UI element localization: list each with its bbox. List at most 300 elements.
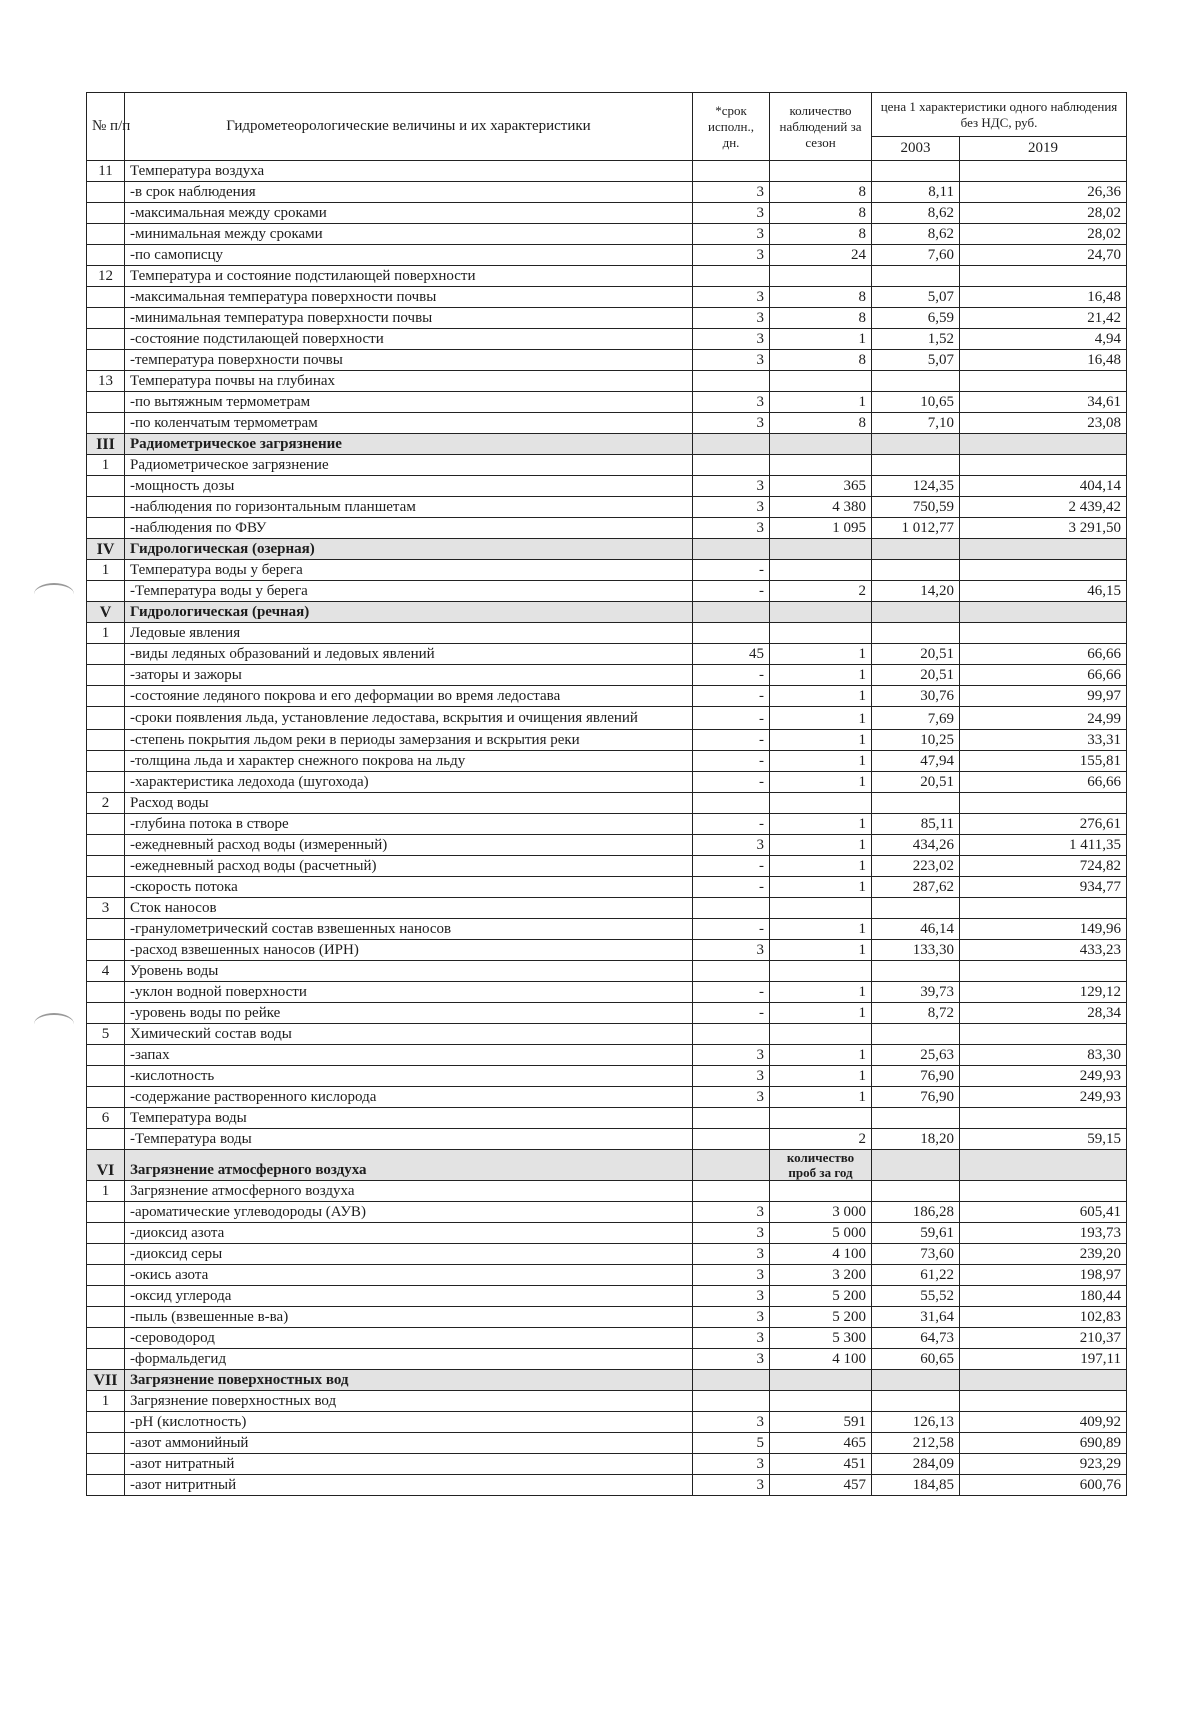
row-price-2003: 6,59: [872, 308, 960, 329]
row-price-2003: 64,73: [872, 1328, 960, 1349]
row-price-2019: 239,20: [960, 1244, 1127, 1265]
row-count: [770, 266, 872, 287]
row-number: [87, 1328, 125, 1349]
row-number: 12: [87, 266, 125, 287]
row-term: 3: [693, 413, 770, 434]
row-term: [693, 1370, 770, 1391]
row-price-2003: 126,13: [872, 1412, 960, 1433]
table-row: [87, 203, 1127, 224]
row-count: 4 100: [770, 1244, 872, 1265]
row-term: 3: [693, 497, 770, 518]
row-number: [87, 919, 125, 940]
row-price-2019: 690,89: [960, 1433, 1127, 1454]
row-term: 3: [693, 329, 770, 350]
row-term: 45: [693, 644, 770, 665]
row-price-2019: 923,29: [960, 1454, 1127, 1475]
scan-mark-1: [34, 583, 74, 605]
row-term: 3: [693, 1265, 770, 1286]
row-count: 1: [770, 982, 872, 1003]
row-term: [693, 371, 770, 392]
row-price-2003: [872, 1391, 960, 1412]
row-number: [87, 1003, 125, 1024]
row-number: [87, 1412, 125, 1433]
row-price-2003: [872, 1370, 960, 1391]
row-count: 451: [770, 1454, 872, 1475]
row-price-2003: [872, 793, 960, 814]
row-price-2019: 102,83: [960, 1307, 1127, 1328]
row-number: [87, 329, 125, 350]
row-price-2019: [960, 1024, 1127, 1045]
row-price-2019: 155,81: [960, 751, 1127, 772]
row-price-2019: 4,94: [960, 329, 1127, 350]
row-price-2003: 25,63: [872, 1045, 960, 1066]
row-term: 3: [693, 940, 770, 961]
row-number: [87, 1475, 125, 1496]
row-count: 5 200: [770, 1286, 872, 1307]
row-count: 1: [770, 814, 872, 835]
row-name: -толщина льда и характер снежного покрова на льду: [125, 751, 693, 772]
row-price-2019: 193,73: [960, 1223, 1127, 1244]
row-number: 2: [87, 793, 125, 814]
row-price-2003: 31,64: [872, 1307, 960, 1328]
row-price-2003: 750,59: [872, 497, 960, 518]
row-count: [770, 1391, 872, 1412]
row-term: [693, 961, 770, 982]
row-number: [87, 877, 125, 898]
row-price-2003: 8,11: [872, 182, 960, 203]
row-count: 1: [770, 877, 872, 898]
row-name: Температура воды у берега: [125, 560, 693, 581]
section-row: [87, 1150, 1127, 1181]
table-body: [87, 161, 1127, 1496]
row-term: -: [693, 686, 770, 707]
table-row: [87, 1433, 1127, 1454]
row-term: -: [693, 730, 770, 751]
row-term: 3: [693, 1454, 770, 1475]
row-name: -мощность дозы: [125, 476, 693, 497]
row-price-2019: 16,48: [960, 287, 1127, 308]
row-price-2019: 1 411,35: [960, 835, 1127, 856]
group-row: [87, 161, 1127, 182]
row-name: Гидрологическая (речная): [125, 602, 693, 623]
row-count: 5 200: [770, 1307, 872, 1328]
row-price-2019: [960, 539, 1127, 560]
scan-mark-2: [34, 1013, 74, 1035]
row-price-2003: 7,60: [872, 245, 960, 266]
row-term: 3: [693, 1045, 770, 1066]
row-count: 8: [770, 203, 872, 224]
row-price-2019: [960, 793, 1127, 814]
row-price-2019: 198,97: [960, 1265, 1127, 1286]
row-price-2003: 59,61: [872, 1223, 960, 1244]
row-term: 3: [693, 245, 770, 266]
row-price-2019: 28,02: [960, 203, 1127, 224]
row-price-2019: [960, 961, 1127, 982]
row-number: V: [87, 602, 125, 623]
row-term: 3: [693, 1286, 770, 1307]
row-price-2019: [960, 623, 1127, 644]
row-term: [693, 161, 770, 182]
row-number: 1: [87, 1181, 125, 1202]
row-name: -глубина потока в створе: [125, 814, 693, 835]
row-price-2003: 76,90: [872, 1066, 960, 1087]
row-number: [87, 644, 125, 665]
table-row: [87, 1412, 1127, 1433]
row-number: [87, 224, 125, 245]
row-name: Гидрологическая (озерная): [125, 539, 693, 560]
table-row: [87, 940, 1127, 961]
row-term: [693, 1181, 770, 1202]
row-count: 3 200: [770, 1265, 872, 1286]
row-price-2019: [960, 1150, 1127, 1181]
row-number: [87, 1066, 125, 1087]
row-number: [87, 1223, 125, 1244]
row-number: [87, 730, 125, 751]
table-row: [87, 392, 1127, 413]
row-price-2003: 20,51: [872, 772, 960, 793]
row-count: 1: [770, 856, 872, 877]
row-count: 2: [770, 581, 872, 602]
row-price-2003: 124,35: [872, 476, 960, 497]
row-term: -: [693, 877, 770, 898]
row-price-2019: 66,66: [960, 772, 1127, 793]
row-name: Загрязнение атмосферного воздуха: [125, 1150, 693, 1181]
row-price-2019: [960, 560, 1127, 581]
row-number: 1: [87, 1391, 125, 1412]
row-price-2003: 61,22: [872, 1265, 960, 1286]
row-count: 591: [770, 1412, 872, 1433]
table-row: [87, 1129, 1127, 1150]
row-price-2003: 212,58: [872, 1433, 960, 1454]
row-price-2003: 10,25: [872, 730, 960, 751]
row-number: [87, 1349, 125, 1370]
row-price-2003: 1 012,77: [872, 518, 960, 539]
row-term: -: [693, 707, 770, 730]
row-count: [770, 898, 872, 919]
row-count: 1: [770, 940, 872, 961]
header-year-2003: 2003: [872, 137, 960, 161]
table-row: [87, 1328, 1127, 1349]
row-count: [770, 455, 872, 476]
table-row: [87, 1045, 1127, 1066]
group-row: [87, 898, 1127, 919]
row-price-2019: [960, 1181, 1127, 1202]
row-number: [87, 940, 125, 961]
row-price-2019: 46,15: [960, 581, 1127, 602]
row-name: Уровень воды: [125, 961, 693, 982]
row-name: Ледовые явления: [125, 623, 693, 644]
table-row: [87, 287, 1127, 308]
row-price-2019: 3 291,50: [960, 518, 1127, 539]
row-number: 1: [87, 623, 125, 644]
table-row: [87, 1265, 1127, 1286]
section-row: [87, 602, 1127, 623]
row-price-2019: 33,31: [960, 730, 1127, 751]
group-row: [87, 1391, 1127, 1412]
row-count: 1: [770, 835, 872, 856]
row-price-2019: 66,66: [960, 644, 1127, 665]
row-count: 1: [770, 392, 872, 413]
row-term: -: [693, 814, 770, 835]
row-price-2019: 724,82: [960, 856, 1127, 877]
row-price-2019: 24,70: [960, 245, 1127, 266]
row-price-2003: [872, 455, 960, 476]
row-price-2019: 28,34: [960, 1003, 1127, 1024]
row-price-2003: 73,60: [872, 1244, 960, 1265]
row-name: -характеристика ледохода (шугохода): [125, 772, 693, 793]
group-row: [87, 961, 1127, 982]
table-row: [87, 919, 1127, 940]
header-price: цена 1 характеристики одного наблюдения без НДС, руб.: [872, 93, 1127, 137]
table-row: [87, 1286, 1127, 1307]
row-name: Температура и состояние подстилающей поверхности: [125, 266, 693, 287]
row-price-2003: 39,73: [872, 982, 960, 1003]
row-price-2003: 133,30: [872, 940, 960, 961]
section-row: [87, 434, 1127, 455]
row-term: [693, 1024, 770, 1045]
row-number: [87, 835, 125, 856]
row-price-2019: 149,96: [960, 919, 1127, 940]
row-name: Расход воды: [125, 793, 693, 814]
row-price-2003: 20,51: [872, 644, 960, 665]
row-name: -по вытяжным термометрам: [125, 392, 693, 413]
row-price-2019: [960, 371, 1127, 392]
row-price-2003: 76,90: [872, 1087, 960, 1108]
row-name: -пыль (взвешенные в-ва): [125, 1307, 693, 1328]
table-row: [87, 730, 1127, 751]
table-row: [87, 308, 1127, 329]
row-price-2019: [960, 455, 1127, 476]
header-year-2019: 2019: [960, 137, 1127, 161]
row-name: -сроки появления льда, установление ледостава, вскрытия и очищения явлений: [125, 707, 693, 730]
table-row: [87, 1349, 1127, 1370]
row-price-2019: 404,14: [960, 476, 1127, 497]
row-price-2019: 210,37: [960, 1328, 1127, 1349]
row-name: -температура поверхности почвы: [125, 350, 693, 371]
row-price-2003: 20,51: [872, 665, 960, 686]
row-price-2019: 83,30: [960, 1045, 1127, 1066]
row-price-2003: [872, 1024, 960, 1045]
row-price-2003: 186,28: [872, 1202, 960, 1223]
row-name: -азот аммонийный: [125, 1433, 693, 1454]
row-term: 3: [693, 224, 770, 245]
row-number: [87, 1265, 125, 1286]
row-number: 6: [87, 1108, 125, 1129]
table-row: [87, 1475, 1127, 1496]
row-price-2019: [960, 434, 1127, 455]
row-term: [693, 623, 770, 644]
row-price-2019: [960, 161, 1127, 182]
row-price-2019: 409,92: [960, 1412, 1127, 1433]
row-term: -: [693, 581, 770, 602]
group-row: [87, 455, 1127, 476]
row-price-2003: 55,52: [872, 1286, 960, 1307]
table-row: [87, 665, 1127, 686]
table-row: [87, 1307, 1127, 1328]
row-term: [693, 1129, 770, 1150]
row-count: [770, 1181, 872, 1202]
section-row: [87, 1370, 1127, 1391]
row-count: 8: [770, 350, 872, 371]
row-count: 5 000: [770, 1223, 872, 1244]
row-name: -наблюдения по горизонтальным планшетам: [125, 497, 693, 518]
row-price-2003: 14,20: [872, 581, 960, 602]
group-row: [87, 560, 1127, 581]
table-row: [87, 982, 1127, 1003]
row-name: -ежедневный расход воды (расчетный): [125, 856, 693, 877]
row-count: 465: [770, 1433, 872, 1454]
row-name: Химический состав воды: [125, 1024, 693, 1045]
row-count: 365: [770, 476, 872, 497]
row-price-2003: [872, 623, 960, 644]
row-name: -pH (кислотность): [125, 1412, 693, 1433]
table-row: [87, 413, 1127, 434]
row-count: 1: [770, 772, 872, 793]
row-count: 8: [770, 224, 872, 245]
row-count: [770, 602, 872, 623]
table-row: [87, 581, 1127, 602]
row-number: [87, 1129, 125, 1150]
row-number: 11: [87, 161, 125, 182]
row-number: [87, 392, 125, 413]
row-price-2019: 23,08: [960, 413, 1127, 434]
row-price-2019: [960, 1391, 1127, 1412]
table-row: [87, 476, 1127, 497]
row-count: 8: [770, 287, 872, 308]
row-term: 3: [693, 1244, 770, 1265]
row-count: 1: [770, 919, 872, 940]
row-price-2019: 249,93: [960, 1087, 1127, 1108]
row-name: Сток наносов: [125, 898, 693, 919]
row-count: 1: [770, 644, 872, 665]
row-number: [87, 751, 125, 772]
row-price-2019: [960, 602, 1127, 623]
row-number: [87, 1045, 125, 1066]
row-term: [693, 602, 770, 623]
row-price-2019: 59,15: [960, 1129, 1127, 1150]
row-count: [770, 623, 872, 644]
row-count: 1: [770, 1003, 872, 1024]
row-term: [693, 1391, 770, 1412]
row-count: количество проб за год: [770, 1150, 872, 1181]
row-name: -азот нитратный: [125, 1454, 693, 1475]
row-term: 3: [693, 1066, 770, 1087]
section-row: [87, 539, 1127, 560]
row-price-2019: 99,97: [960, 686, 1127, 707]
row-count: 8: [770, 182, 872, 203]
row-term: 3: [693, 476, 770, 497]
group-row: [87, 1108, 1127, 1129]
row-term: 3: [693, 392, 770, 413]
row-price-2019: 28,02: [960, 224, 1127, 245]
row-name: -наблюдения по ФВУ: [125, 518, 693, 539]
row-price-2003: [872, 539, 960, 560]
row-number: [87, 518, 125, 539]
row-price-2003: [872, 434, 960, 455]
row-term: [693, 898, 770, 919]
row-count: 1 095: [770, 518, 872, 539]
row-name: -виды ледяных образований и ледовых явлений: [125, 644, 693, 665]
row-price-2003: [872, 161, 960, 182]
row-count: [770, 1108, 872, 1129]
row-name: -расход взвешенных наносов (ИРН): [125, 940, 693, 961]
row-number: [87, 1087, 125, 1108]
row-price-2019: [960, 1370, 1127, 1391]
row-price-2019: 197,11: [960, 1349, 1127, 1370]
row-name: -степень покрытия льдом реки в периоды замерзания и вскрытия реки: [125, 730, 693, 751]
row-term: 3: [693, 1307, 770, 1328]
row-name: -Температура воды у берега: [125, 581, 693, 602]
table-row: [87, 182, 1127, 203]
row-price-2003: 18,20: [872, 1129, 960, 1150]
table-row: [87, 1223, 1127, 1244]
row-name: -формальдегид: [125, 1349, 693, 1370]
row-term: [693, 793, 770, 814]
row-price-2003: [872, 266, 960, 287]
row-price-2003: 5,07: [872, 287, 960, 308]
row-term: -: [693, 856, 770, 877]
row-number: 3: [87, 898, 125, 919]
row-name: -ежедневный расход воды (измеренный): [125, 835, 693, 856]
row-count: [770, 961, 872, 982]
row-price-2003: 5,07: [872, 350, 960, 371]
row-number: [87, 1433, 125, 1454]
row-price-2003: [872, 1150, 960, 1181]
table-row: [87, 350, 1127, 371]
row-term: [693, 1150, 770, 1181]
row-name: Загрязнение поверхностных вод: [125, 1370, 693, 1391]
row-number: [87, 1202, 125, 1223]
row-price-2019: 24,99: [960, 707, 1127, 730]
row-price-2019: 600,76: [960, 1475, 1127, 1496]
row-name: -состояние подстилающей поверхности: [125, 329, 693, 350]
row-term: [693, 539, 770, 560]
row-term: 3: [693, 1412, 770, 1433]
row-price-2003: [872, 560, 960, 581]
row-price-2003: [872, 602, 960, 623]
row-name: -содержание растворенного кислорода: [125, 1087, 693, 1108]
row-name: Радиометрическое загрязнение: [125, 434, 693, 455]
row-term: 3: [693, 1349, 770, 1370]
row-term: 3: [693, 1202, 770, 1223]
table-row: [87, 329, 1127, 350]
table-row: [87, 1454, 1127, 1475]
row-number: III: [87, 434, 125, 455]
row-number: [87, 1454, 125, 1475]
row-number: [87, 1286, 125, 1307]
row-price-2019: 34,61: [960, 392, 1127, 413]
row-price-2019: 249,93: [960, 1066, 1127, 1087]
row-count: 3 000: [770, 1202, 872, 1223]
row-price-2019: 21,42: [960, 308, 1127, 329]
row-price-2003: [872, 1181, 960, 1202]
row-count: [770, 434, 872, 455]
row-price-2019: [960, 1108, 1127, 1129]
table-row: [87, 751, 1127, 772]
row-term: 3: [693, 287, 770, 308]
row-name: -максимальная температура поверхности почвы: [125, 287, 693, 308]
row-price-2003: 7,69: [872, 707, 960, 730]
table-row: [87, 1202, 1127, 1223]
row-number: [87, 413, 125, 434]
row-count: 2: [770, 1129, 872, 1150]
header-name: Гидрометеорологические величины и их характеристики: [125, 93, 693, 161]
table-row: [87, 224, 1127, 245]
row-name: -сероводород: [125, 1328, 693, 1349]
table-row: [87, 772, 1127, 793]
row-price-2003: 184,85: [872, 1475, 960, 1496]
row-number: 1: [87, 455, 125, 476]
